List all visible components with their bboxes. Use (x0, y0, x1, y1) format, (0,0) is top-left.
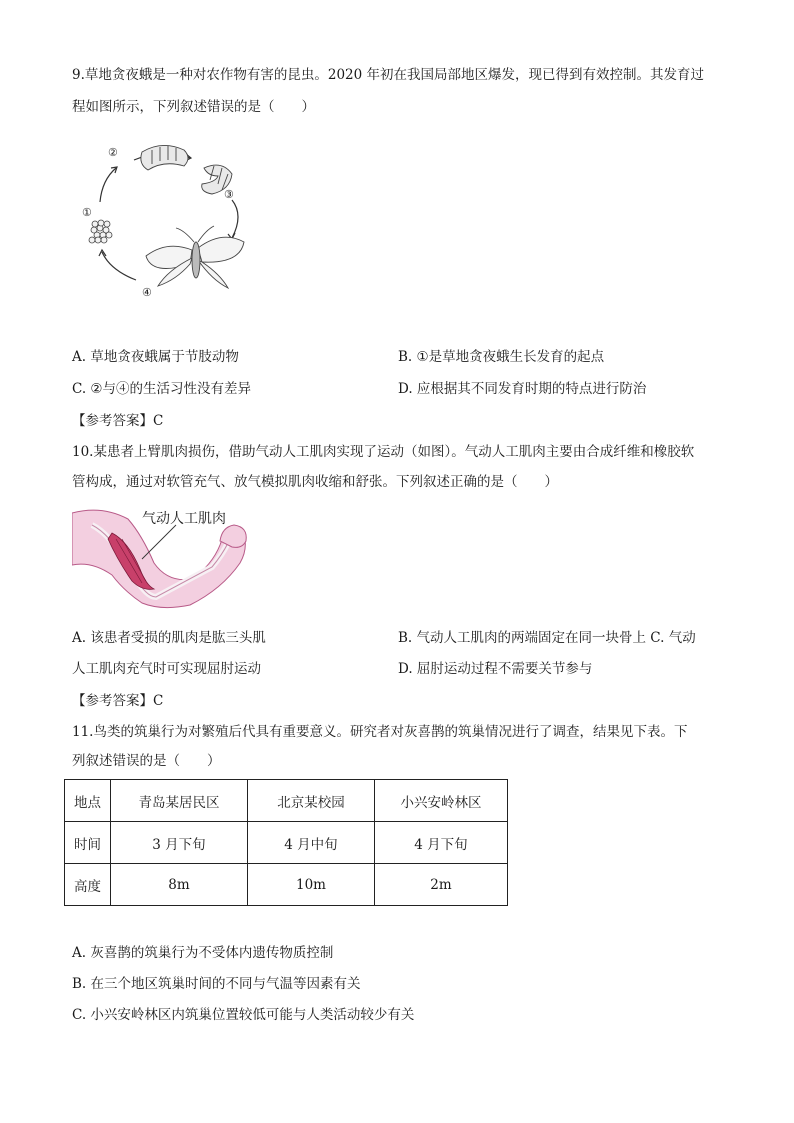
q9-answer: 【参考答案】C (72, 413, 164, 429)
q10-option-c: 人工肌肉充气时可实现屈肘运动 (72, 661, 261, 677)
q9-option-b: B. ①是草地贪夜蛾生长发育的起点 (398, 349, 605, 365)
table-cell: 地点 (65, 780, 111, 822)
q9-option-c: C. ②与④的生活习性没有差异 (72, 381, 252, 397)
table-cell: 2m (375, 864, 508, 906)
arm-figure (72, 505, 250, 610)
moth-lifecycle-figure (72, 130, 257, 305)
q11-option-b: B. 在三个地区筑巢时间的不同与气温等因素有关 (72, 976, 361, 992)
q10-option-a: A. 该患者受损的肌肉是肱三头肌 (72, 630, 266, 646)
q10-stem-line2: 管构成，通过对软管充气、放气模拟肌肉收缩和舒张。下列叙述正确的是（ ） (72, 474, 558, 490)
nesting-survey-table (64, 779, 508, 906)
table-cell: 4 月下旬 (375, 822, 508, 864)
stage-label-2: ② (108, 146, 118, 159)
table-cell: 10m (248, 864, 375, 906)
q10-option-b: B. 气动人工肌肉的两端固定在同一块骨上 C. 气动 (398, 630, 696, 646)
q11-option-a: A. 灰喜鹊的筑巢行为不受体内遗传物质控制 (72, 945, 334, 961)
eggs-stage (89, 220, 112, 243)
cycle-arrow-1-2 (100, 168, 116, 202)
stage-label-1: ① (82, 206, 92, 219)
q9-stem-line1: 9.草地贪夜蛾是一种对农作物有害的昆虫。2020 年初在我国局部地区爆发，现已得到有效控制。其发育过 (72, 67, 705, 83)
larva-stage-2 (141, 145, 188, 170)
q10-option-d: D. 屈肘运动过程不需要关节参与 (398, 661, 593, 677)
table-cell: 青岛某居民区 (111, 780, 248, 822)
table-cell: 4 月中旬 (248, 822, 375, 864)
table-cell: 3 月下旬 (111, 822, 248, 864)
artificial-muscle-label: 气动人工肌肉 (142, 511, 226, 527)
table-cell: 小兴安岭林区 (375, 780, 508, 822)
table-cell: 高度 (65, 864, 111, 906)
table-cell: 时间 (65, 822, 111, 864)
stage-label-4: ④ (142, 286, 152, 299)
label-pointer (142, 525, 176, 559)
q9-stem-line2: 程如图所示，下列叙述错误的是（ ） (72, 99, 315, 115)
q9-option-a: A. 草地贪夜蛾属于节肢动物 (72, 349, 239, 365)
cycle-arrow-3-4 (232, 200, 238, 238)
q11-stem-line2: 列叙述错误的是（ ） (72, 753, 221, 769)
table-row (65, 780, 508, 822)
q11-stem-line1: 11.鸟类的筑巢行为对繁殖后代具有重要意义。研究者对灰喜鹊的筑巢情况进行了调查，结果见下表。下 (72, 724, 688, 740)
table-cell: 8m (111, 864, 248, 906)
stage-label-3: ③ (224, 188, 234, 201)
table-row (65, 864, 508, 906)
q9-option-d: D. 应根据其不同发育时期的特点进行防治 (398, 381, 647, 397)
q10-answer: 【参考答案】C (72, 693, 164, 709)
q11-option-c: C. 小兴安岭林区内筑巢位置较低可能与人类活动较少有关 (72, 1007, 415, 1023)
table-row (65, 822, 508, 864)
q10-stem-line1: 10.某患者上臂肌肉损伤，借助气动人工肌肉实现了运动（如图）。气动人工肌肉主要由合成纤维和橡胶软 (72, 444, 695, 460)
table-cell: 北京某校园 (248, 780, 375, 822)
cycle-arrow-4-1 (102, 252, 136, 280)
